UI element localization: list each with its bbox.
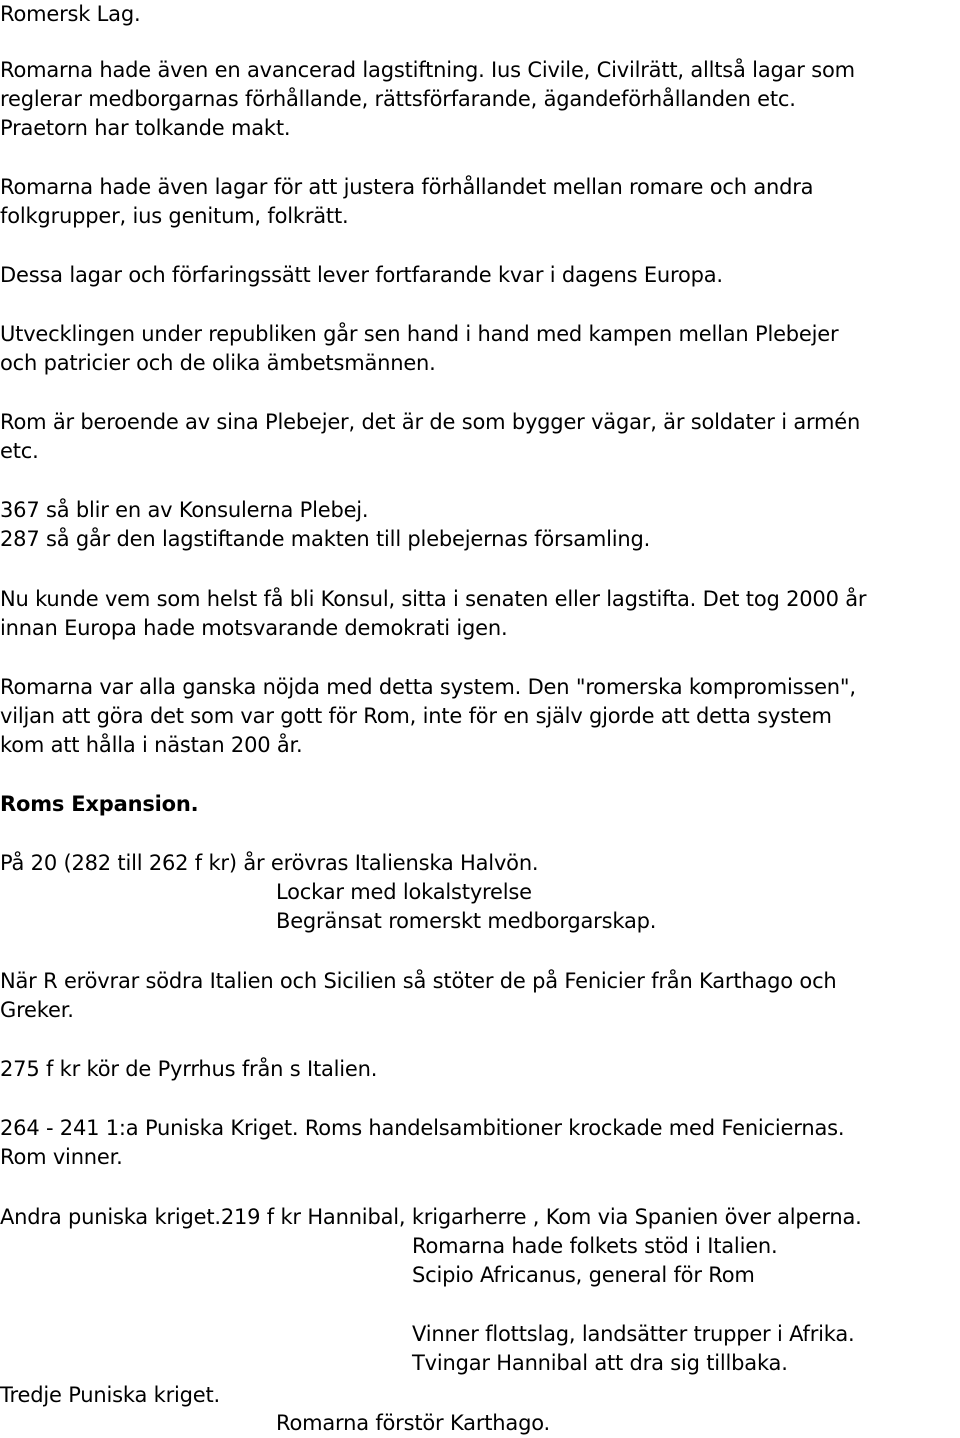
- text-line: Romarna hade även lagar för att justera förhållandet mellan romare och andra: [0, 175, 814, 199]
- text-line: folkgrupper, ius genitum, folkrätt.: [0, 204, 349, 228]
- indented-line: Vinner flottslag, landsätter trupper i Afrika.: [412, 1322, 855, 1346]
- text-line: Greker.: [0, 998, 74, 1022]
- text-line: Dessa lagar och förfaringssätt lever fortfarande kvar i dagens Europa.: [0, 263, 723, 287]
- text-line: 367 så blir en av Konsulerna Plebej.: [0, 498, 369, 522]
- text-line: Romarna hade även en avancerad lagstiftning. Ius Civile, Civilrätt, alltså lagar som: [0, 58, 855, 82]
- text-line: Nu kunde vem som helst få bli Konsul, sitta i senaten eller lagstifta. Det tog 2000 år: [0, 587, 867, 611]
- text-line: När R erövrar södra Italien och Sicilien så stöter de på Fenicier från Karthago och: [0, 969, 837, 993]
- text-line: etc.: [0, 439, 39, 463]
- text-line: innan Europa hade motsvarande demokrati igen.: [0, 616, 508, 640]
- indented-line: Begränsat romerskt medborgarskap.: [276, 909, 657, 933]
- text-line: Tredje Puniska kriget.: [0, 1383, 221, 1407]
- indented-line: Romarna hade folkets stöd i Italien.: [412, 1234, 778, 1258]
- heading-romersk-lag: Romersk Lag.: [0, 2, 141, 26]
- indented-line: Lockar med lokalstyrelse: [276, 880, 532, 904]
- indented-line: Scipio Africanus, general för Rom: [412, 1263, 755, 1287]
- text-line: 287 så går den lagstiftande makten till plebejernas församling.: [0, 527, 651, 551]
- text-line: Rom vinner.: [0, 1145, 123, 1169]
- text-line: och patricier och de olika ämbetsmännen.: [0, 351, 436, 375]
- text-line: Andra puniska kriget.219 f kr Hannibal, krigarherre , Kom via Spanien över alperna.: [0, 1205, 862, 1229]
- text-line: Utvecklingen under republiken går sen hand i hand med kampen mellan Plebejer: [0, 322, 839, 346]
- indented-line: Romarna förstör Karthago.: [276, 1411, 550, 1435]
- text-line: 264 - 241 1:a Puniska Kriget. Roms handelsambitioner krockade med Feniciernas.: [0, 1116, 845, 1140]
- text-line: Romarna var alla ganska nöjda med detta system. Den "romerska kompromissen",: [0, 675, 856, 699]
- text-line: reglerar medborgarnas förhållande, rättsförfarande, ägandeförhållanden etc.: [0, 87, 796, 111]
- text-line: viljan att göra det som var gott för Rom, inte för en själv gjorde att detta system: [0, 704, 832, 728]
- text-line: Praetorn har tolkande makt.: [0, 116, 291, 140]
- text-line: På 20 (282 till 262 f kr) år erövras Italienska Halvön.: [0, 851, 539, 875]
- heading-roms-expansion: Roms Expansion.: [0, 792, 199, 816]
- indented-line: Tvingar Hannibal att dra sig tillbaka.: [412, 1351, 788, 1375]
- text-line: kom att hålla i nästan 200 år.: [0, 733, 303, 757]
- text-line: 275 f kr kör de Pyrrhus från s Italien.: [0, 1057, 378, 1081]
- text-line: Rom är beroende av sina Plebejer, det är de som bygger vägar, är soldater i armén: [0, 410, 861, 434]
